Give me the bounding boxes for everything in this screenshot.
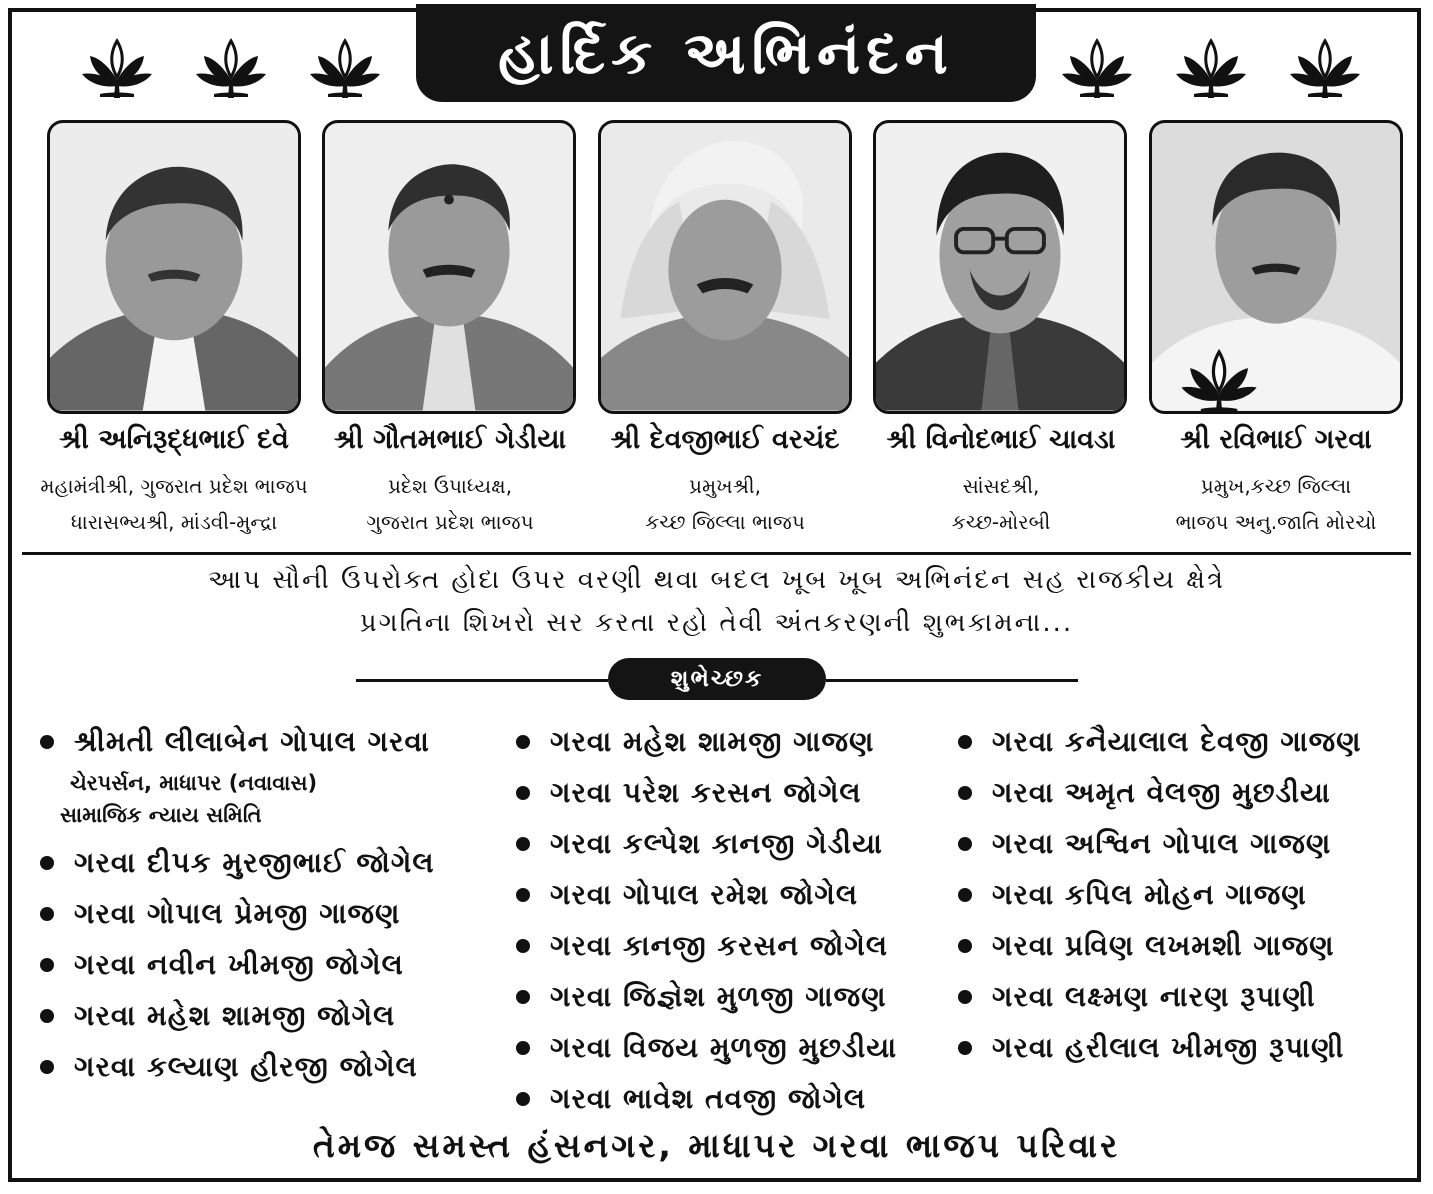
bullet-icon bbox=[516, 837, 530, 851]
well-wishers-label: શુભેચ્છક bbox=[608, 658, 826, 700]
list-item: ગરવા હરીલાલ ખીમજી રૂપાણી bbox=[958, 1022, 1362, 1073]
list-item: ગરવા મહેશ શામજી ગાજણ bbox=[516, 716, 897, 767]
message-line: આપ સૌની ઉપરોક્ત હોદા ઉપર વરણી થવા બદલ ખૂબ ખૂબ અભિનંદન સહ રાજકીય ક્ષેત્રે bbox=[208, 565, 1225, 595]
lotus-icon bbox=[1288, 30, 1362, 104]
list-item: ગરવા કલ્યાણ હીરજી જોગેલ bbox=[40, 1041, 435, 1092]
bullet-icon bbox=[958, 990, 972, 1004]
bullet-icon bbox=[958, 735, 972, 749]
list-item: ગરવા પ્રવિણ લખમશી ગાજણ bbox=[958, 920, 1362, 971]
divider bbox=[826, 679, 1078, 682]
footer-text: તેમજ સમસ્ત હંસનગર, માધાપર ગરવા ભાજપ પરિવાર bbox=[312, 1126, 1121, 1165]
well-wishers-column bbox=[40, 716, 435, 1092]
person-designation: પ્રદેશ ઉપાધ્યક્ષ, bbox=[387, 474, 513, 498]
lotus-icon bbox=[1060, 30, 1134, 104]
bullet-icon bbox=[516, 888, 530, 902]
person-name: શ્રી રવિભાઈ ગરવા bbox=[1180, 424, 1372, 455]
list-item: ગરવા ગોપાલ રમેશ જોગેલ bbox=[516, 869, 897, 920]
lotus-icon bbox=[308, 30, 382, 104]
well-wishers-column bbox=[958, 716, 1362, 1073]
list-item: શ્રીમતી લીલાબેન ગોપાલ ગરવા bbox=[40, 716, 435, 767]
bullet-icon bbox=[40, 958, 54, 972]
list-item: ગરવા કાનજી કરસન જોગેલ bbox=[516, 920, 897, 971]
list-item: ગરવા અમૃત વેલજી મુછડીયા bbox=[958, 767, 1362, 818]
list-item: ગરવા ગોપાલ પ્રેમજી ગાજણ bbox=[40, 888, 435, 939]
divider bbox=[22, 552, 1411, 555]
bullet-icon bbox=[958, 1041, 972, 1055]
person-designation: ભાજપ અનુ.જાતિ મોરચો bbox=[1175, 510, 1377, 534]
list-item: ગરવા કનૈયાલાલ દેવજી ગાજણ bbox=[958, 716, 1362, 767]
bullet-icon bbox=[40, 735, 54, 749]
lotus-icon bbox=[194, 30, 268, 104]
list-item: ગરવા કલ્પેશ કાનજી ગેડીયા bbox=[516, 818, 897, 869]
divider bbox=[356, 679, 608, 682]
list-note: ચેરપર્સન, માધાપર (નવાવાસ) bbox=[70, 771, 318, 795]
portrait-photo bbox=[322, 120, 576, 414]
lotus-icon bbox=[1174, 30, 1248, 104]
list-item: ગરવા નવીન ખીમજી જોગેલ bbox=[40, 939, 435, 990]
person-name: શ્રી ગૌતમભાઈ ગેડીયા bbox=[333, 424, 567, 455]
portrait-photo bbox=[873, 120, 1127, 414]
well-wishers-column bbox=[516, 716, 897, 1124]
bullet-icon bbox=[958, 888, 972, 902]
portrait-photo bbox=[1149, 120, 1403, 414]
list-note: સામાજિક ન્યાય સમિતિ bbox=[60, 803, 262, 827]
list-item: ગરવા ભાવેશ તવજી જોગેલ bbox=[516, 1073, 897, 1124]
person-designation: કચ્છ જિલ્લા ભાજપ bbox=[645, 510, 805, 534]
bullet-icon bbox=[40, 856, 54, 870]
bullet-icon bbox=[516, 1041, 530, 1055]
message-line: પ્રગતિના શિખરો સર કરતા રહો તેવી અંતકરણની શુભકામના... bbox=[359, 608, 1074, 638]
person-designation: મહામંત્રીશ્રી, ગુજરાત પ્રદેશ ભાજપ bbox=[40, 474, 308, 498]
person-designation: કચ્છ-મોરબી bbox=[951, 510, 1051, 534]
lotus-icon bbox=[80, 30, 154, 104]
person-designation: ધારાસભ્યશ્રી, માંડવી-મુન્દ્રા bbox=[70, 510, 278, 534]
person-name: શ્રી અનિરૂદ્ધભાઈ દવે bbox=[59, 424, 289, 455]
portrait-photo bbox=[598, 120, 852, 414]
bullet-icon bbox=[516, 1092, 530, 1106]
person-designation: પ્રમુખ,કચ્છ જિલ્લા bbox=[1200, 474, 1352, 498]
bullet-icon bbox=[958, 786, 972, 800]
person-designation: સાંસદશ્રી, bbox=[962, 474, 1040, 498]
person-name: શ્રી દેવજીભાઈ વરચંદ bbox=[610, 424, 840, 455]
bullet-icon bbox=[516, 735, 530, 749]
person-designation: ગુજરાત પ્રદેશ ભાજપ bbox=[366, 510, 534, 534]
list-item: ગરવા પરેશ કરસન જોગેલ bbox=[516, 767, 897, 818]
list-item: ગરવા કપિલ મોહન ગાજણ bbox=[958, 869, 1362, 920]
bullet-icon bbox=[40, 907, 54, 921]
bullet-icon bbox=[516, 939, 530, 953]
bullet-icon bbox=[958, 837, 972, 851]
banner-title: હાર્દિક અભિનંદન bbox=[416, 4, 1036, 102]
bullet-icon bbox=[516, 990, 530, 1004]
person-name: શ્રી વિનોદભાઈ ચાવડા bbox=[886, 424, 1116, 455]
list-item: ગરવા જિજ્ઞેશ મુળજી ગાજણ bbox=[516, 971, 897, 1022]
list-item: ગરવા અશ્વિન ગોપાલ ગાજણ bbox=[958, 818, 1362, 869]
bullet-icon bbox=[40, 1009, 54, 1023]
bullet-icon bbox=[958, 939, 972, 953]
list-item: ગરવા મહેશ શામજી જોગેલ bbox=[40, 990, 435, 1041]
list-item: ગરવા દીપક મુરજીભાઈ જોગેલ bbox=[40, 837, 435, 888]
list-item: ગરવા લક્ષ્મણ નારણ રૂપાણી bbox=[958, 971, 1362, 1022]
portrait-photo bbox=[47, 120, 301, 414]
bullet-icon bbox=[516, 786, 530, 800]
bullet-icon bbox=[40, 1060, 54, 1074]
list-item: ગરવા વિજય મુળજી મુછડીયા bbox=[516, 1022, 897, 1073]
person-designation: પ્રમુખશ્રી, bbox=[689, 474, 761, 498]
